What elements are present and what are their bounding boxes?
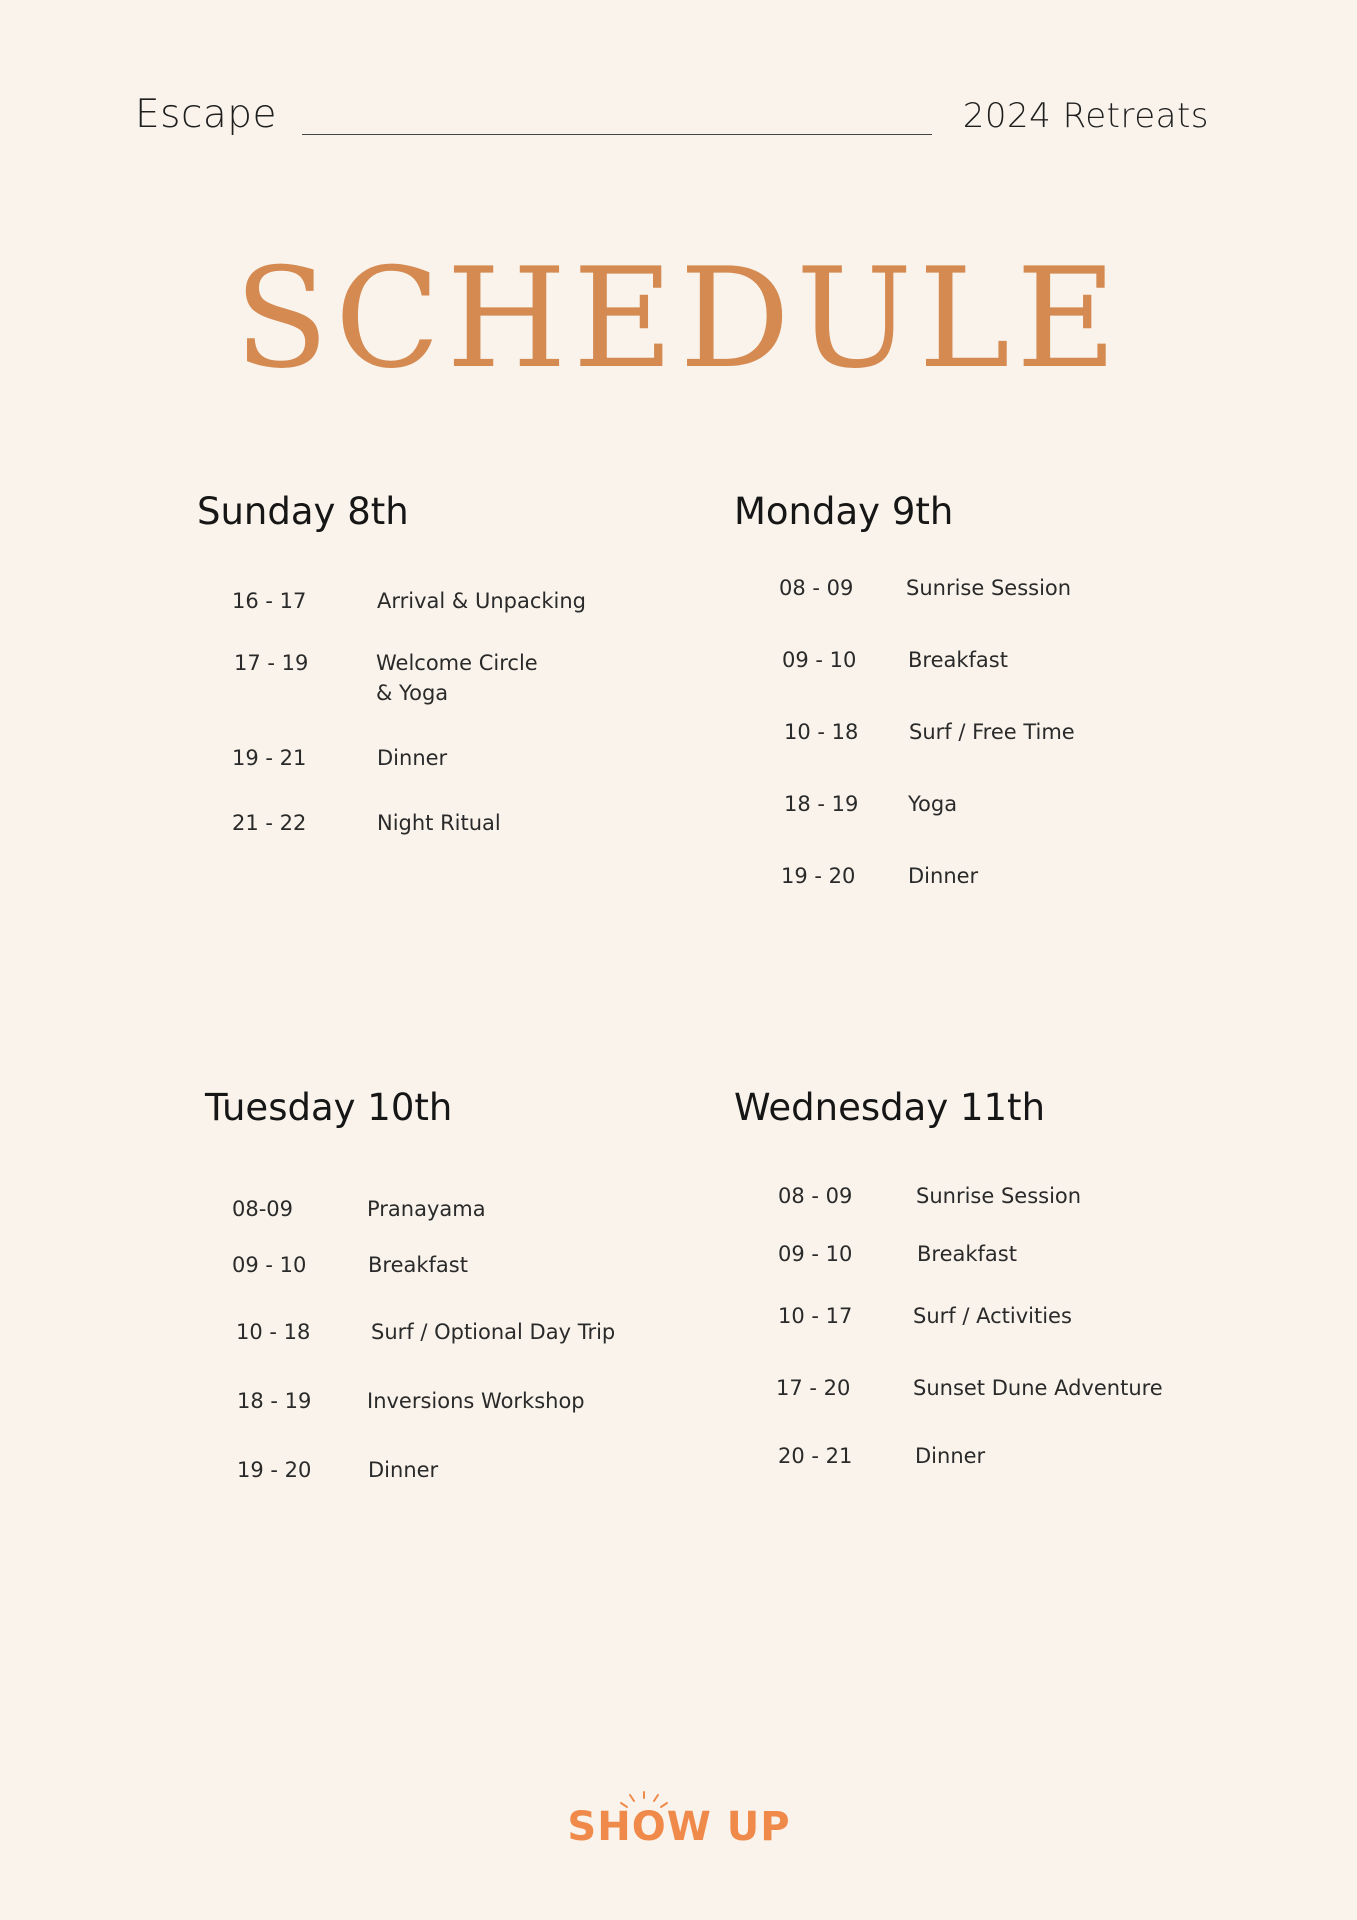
footer-logo	[0, 1790, 1357, 1854]
activity-label: Breakfast	[368, 1253, 468, 1277]
activity-label: Sunrise Session	[916, 1184, 1082, 1208]
activity-label: Breakfast	[908, 648, 1008, 672]
activity-label: Surf / Optional Day Trip	[371, 1320, 616, 1344]
day-section-monday	[734, 490, 1254, 888]
page-title: SCHEDULE	[234, 238, 1123, 399]
time-slot: 17 - 20	[776, 1376, 851, 1400]
logo-text: SHOW UP	[566, 1804, 791, 1850]
activity-label: Breakfast	[917, 1242, 1017, 1266]
time-slot: 08-09	[232, 1197, 294, 1221]
activity-label: Dinner	[915, 1444, 986, 1468]
time-slot: 19 - 20	[237, 1458, 312, 1482]
time-slot: 10 - 18	[236, 1320, 311, 1344]
day-section-tuesday	[205, 1086, 725, 1482]
activity-label: Dinner	[908, 864, 979, 888]
show-up-logo	[564, 1790, 794, 1850]
day-title: Tuesday 10th	[205, 1086, 453, 1129]
activity-label: Welcome Circle & Yoga	[376, 651, 538, 705]
activity-label: Sunset Dune Adventure	[913, 1376, 1163, 1400]
activity-label: Pranayama	[367, 1197, 486, 1221]
time-slot: 09 - 10	[778, 1242, 853, 1266]
time-slot: 09 - 10	[232, 1253, 307, 1277]
activity-label: Inversions Workshop	[367, 1389, 585, 1413]
time-slot: 10 - 17	[778, 1304, 853, 1328]
time-slot: 08 - 09	[779, 576, 854, 600]
time-slot: 16 - 17	[232, 589, 307, 613]
header-left-label: Escape	[135, 92, 278, 137]
activity-label: Surf / Activities	[913, 1304, 1072, 1328]
time-slot: 10 - 18	[784, 720, 859, 744]
time-slot: 18 - 19	[237, 1389, 312, 1413]
time-slot: 17 - 19	[234, 651, 309, 675]
activity-label: Night Ritual	[377, 811, 501, 835]
header-divider	[302, 134, 932, 135]
activity-label: Dinner	[368, 1458, 439, 1482]
time-slot: 08 - 09	[778, 1184, 853, 1208]
activity-label: Dinner	[377, 746, 448, 770]
activity-label: Sunrise Session	[906, 576, 1072, 600]
day-title: Monday 9th	[734, 490, 954, 533]
day-title: Wednesday 11th	[734, 1086, 1046, 1129]
time-slot: 19 - 20	[781, 864, 856, 888]
time-slot: 21 - 22	[232, 811, 307, 835]
time-slot: 18 - 19	[784, 792, 859, 816]
activity-label: Yoga	[908, 792, 958, 816]
time-slot: 20 - 21	[778, 1444, 853, 1468]
activity-label: Arrival & Unpacking	[377, 589, 587, 613]
time-slot: 19 - 21	[232, 746, 307, 770]
time-slot: 09 - 10	[782, 648, 857, 672]
day-section-wednesday	[734, 1086, 1254, 1468]
day-section-sunday	[197, 490, 717, 835]
activity-label: Surf / Free Time	[909, 720, 1075, 744]
header-right-label: 2024 Retreats	[962, 96, 1209, 136]
day-title: Sunday 8th	[197, 490, 409, 533]
